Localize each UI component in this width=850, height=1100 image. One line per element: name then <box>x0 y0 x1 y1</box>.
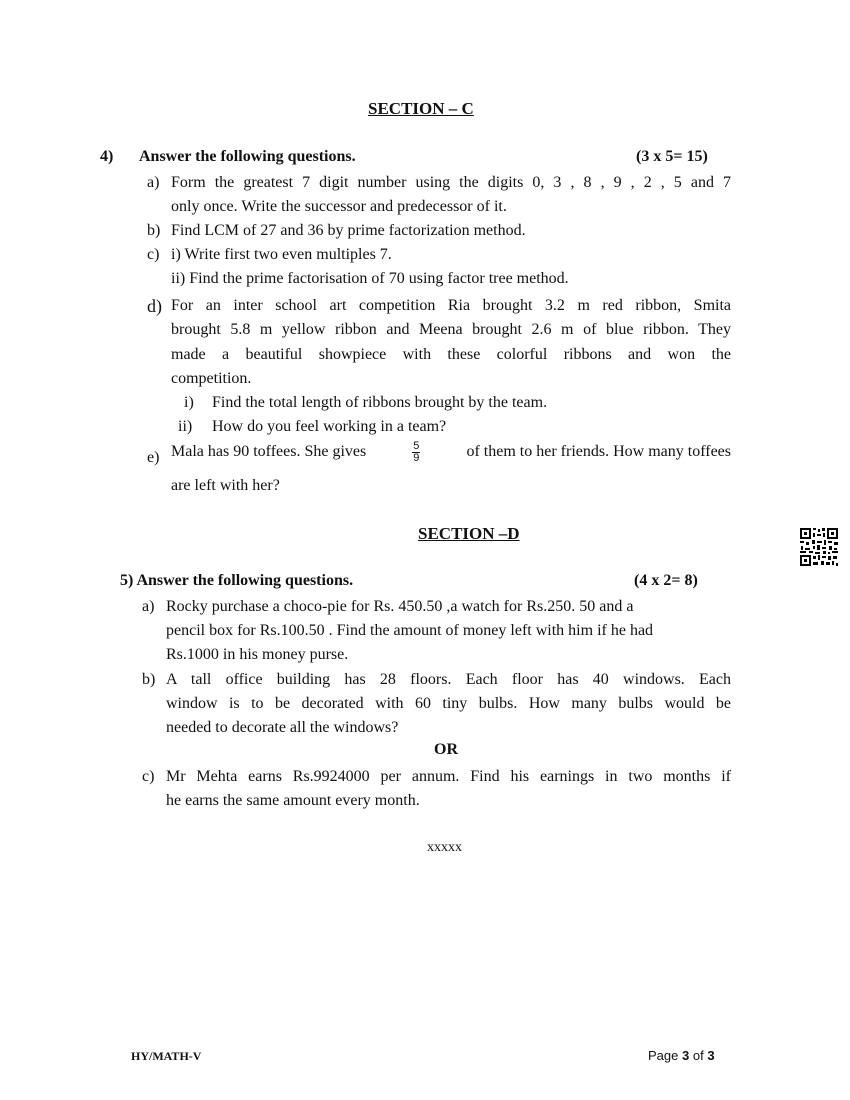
fraction-five-ninths <box>412 441 420 464</box>
footer-page-of: of <box>692 1048 704 1063</box>
item-4c-label: c) <box>147 246 160 263</box>
item-4a-line-1: Form the greatest 7 digit number using the digits 0, 3 , 8 , 9 , 2 , 5 and 7 <box>171 174 731 191</box>
end-mark: xxxxx <box>427 840 462 855</box>
item-4a-line-2: only once. Write the successor and predecessor of it. <box>171 198 507 215</box>
section-c-title: SECTION – C <box>368 99 474 118</box>
qr-code-icon <box>799 527 839 567</box>
item-5b-line-1: A tall office building has 28 floors. Each floor has 40 windows. Each <box>166 671 731 688</box>
item-5c-line-1: Mr Mehta earns Rs.9924000 per annum. Find his earnings in two months if <box>166 768 731 785</box>
item-5a-label: a) <box>142 598 155 615</box>
footer-page-word: Page <box>648 1048 679 1063</box>
item-4e-line-2: are left with her? <box>171 477 280 494</box>
item-4e-text-before: Mala has 90 toffees. She gives <box>171 443 367 460</box>
question-4-heading: Answer the following questions. <box>139 148 356 165</box>
item-5b-line-3: needed to decorate all the windows? <box>166 719 399 736</box>
section-d-title: SECTION –D <box>418 524 520 543</box>
or-separator: OR <box>434 741 458 758</box>
item-4c-sub-i: i) Write first two even multiples 7. <box>171 246 392 263</box>
item-4a-label: a) <box>147 174 160 191</box>
item-4d-sub-ii-label: ii) <box>178 418 193 435</box>
footer-page-current: 3 <box>682 1048 690 1063</box>
item-4d-sub-i-label: i) <box>184 394 194 411</box>
question-4-marks: (3 x 5= 15) <box>636 148 708 165</box>
item-4d-line-3: made a beautiful showpiece with these colorful ribbons and won the <box>171 346 731 363</box>
item-4d-sub-ii-text: How do you feel working in a team? <box>212 418 447 435</box>
item-4e-label: e) <box>147 449 160 466</box>
item-4b-label: b) <box>147 222 161 239</box>
item-4d-line-4: competition. <box>171 370 252 387</box>
footer-paper-code: HY/MATH-V <box>131 1049 202 1063</box>
item-4d-line-2: brought 5.8 m yellow ribbon and Meena brought 2.6 m of blue ribbon. They <box>171 321 731 338</box>
footer-page-number <box>648 1048 715 1063</box>
item-5c-line-2: he earns the same amount every month. <box>166 792 420 809</box>
item-5b-line-2: window is to be decorated with 60 tiny bulbs. How many bulbs would be <box>166 695 731 712</box>
fraction-numerator: 5 <box>413 439 420 452</box>
item-5a-line-2: pencil box for Rs.100.50 . Find the amount of money left with him if he had <box>166 622 654 639</box>
question-4-number: 4) <box>100 148 114 165</box>
fraction-denominator: 9 <box>413 451 420 464</box>
item-5c-label: c) <box>142 768 155 785</box>
item-4d-sub-i-text: Find the total length of ribbons brought by the team. <box>212 394 548 411</box>
footer-page-total: 3 <box>707 1048 715 1063</box>
item-5a-line-1: Rocky purchase a choco-pie for Rs. 450.50 ,a watch for Rs.250. 50 and a <box>166 598 634 615</box>
item-4c-sub-ii: ii) Find the prime factorisation of 70 using factor tree method. <box>171 270 569 287</box>
question-5-marks: (4 x 2= 8) <box>634 572 698 589</box>
item-5a-line-3: Rs.1000 in his money purse. <box>166 646 349 663</box>
item-4d-line-1: For an inter school art competition Ria brought 3.2 m red ribbon, Smita <box>171 297 731 314</box>
item-4d-label: d) <box>147 296 162 316</box>
item-4e-line-1 <box>171 440 731 464</box>
question-5-heading: 5) Answer the following questions. <box>120 572 354 589</box>
item-4b-line-1: Find LCM of 27 and 36 by prime factorization method. <box>171 222 526 239</box>
item-5b-label: b) <box>142 671 156 688</box>
item-4e-text-after: of them to her friends. How many toffees <box>466 443 731 460</box>
